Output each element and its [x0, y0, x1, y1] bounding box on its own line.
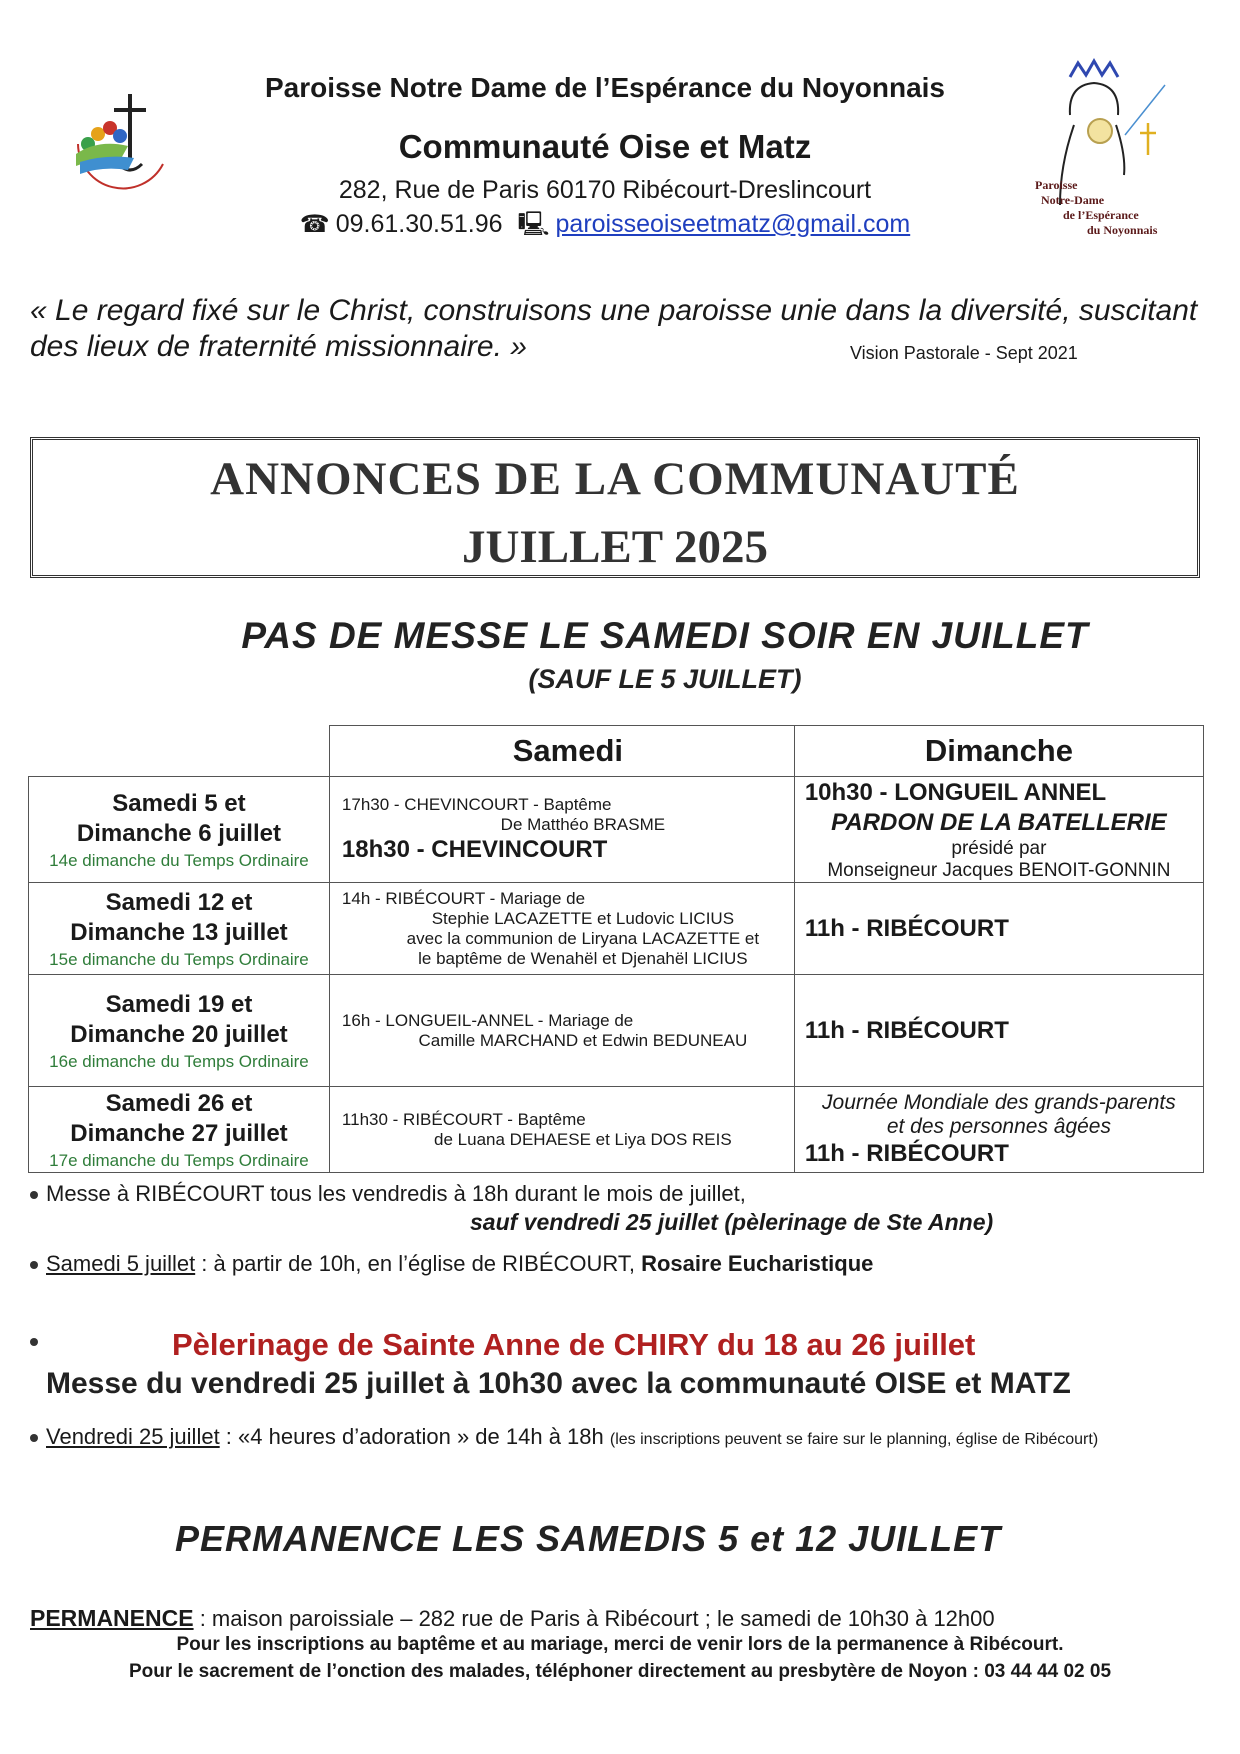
registration-note: Pour les inscriptions au baptême et au mariage, merci de venir lors de la permanence à Ribécourt. [176, 1634, 1064, 1655]
permanence-title: PERMANENCE LES SAMEDIS 5 et 12 JUILLET [175, 1518, 1002, 1559]
table-row [29, 883, 1204, 975]
sunday-mass: 11h - RIBÉCOURT [804, 914, 1009, 942]
rosary-title: Rosaire Eucharistique [641, 1251, 874, 1276]
adoration-text: : «4 heures d’adoration » de 14h à 18h [219, 1424, 610, 1449]
date-line: Dimanche 27 juillet [70, 1119, 288, 1147]
date-line: Samedi 5 et [112, 789, 246, 817]
list-item [30, 1180, 1210, 1208]
ordinary-time: 16e dimanche du Temps Ordinaire [49, 1051, 309, 1071]
bullet-icon [30, 1338, 38, 1346]
parish-logo-text [1035, 178, 1175, 238]
friday-mass-text: Messe à RIBÉCOURT tous les vendredis à 18h durant le mois de juillet, [46, 1181, 746, 1206]
permanence-text: : maison paroissiale – 282 rue de Paris à Ribécourt ; le samedi de 10h30 à 12h00 [193, 1606, 995, 1631]
saturday-event: 11h30 - RIBÉCOURT - Baptême [341, 1109, 586, 1129]
contact-line [160, 207, 1050, 248]
computer-icon: 🖳 [517, 211, 550, 238]
schedule-table [28, 725, 1204, 1173]
anointing-note: Pour le sacrement de l’onction des malades, téléphoner directement au presbytère de Noyon : 03 44 44 02 05 [128, 1661, 1112, 1682]
pastoral-quote: « Le regard fixé sur le Christ, construisons une paroisse unie dans la diversité, suscitant des lieux de fraternité missionnaire. » [30, 294, 1198, 363]
saturday-event: 14h - RIBÉCOURT - Mariage de [341, 888, 586, 908]
sunday-mass: 11h - RIBÉCOURT [804, 1016, 1009, 1044]
date-line: Samedi 26 et [105, 1089, 253, 1117]
ordinary-time: 14e dimanche du Temps Ordinaire [49, 850, 309, 870]
sunday-mass: 10h30 - LONGUEIL ANNEL [804, 778, 1107, 806]
rosary-date: Samedi 5 juillet [46, 1251, 196, 1276]
ordinary-time: 15e dimanche du Temps Ordinaire [49, 949, 309, 969]
list-item [30, 1425, 1200, 1452]
saturday-event: Stephie LACAZETTE et Ludovic LICIUS [431, 908, 735, 928]
table-row [29, 975, 1204, 1087]
rosary-text: : à partir de 10h, en l’église de RIBÉCOURT, [195, 1251, 642, 1276]
adoration-date: Vendredi 25 juillet [46, 1424, 220, 1449]
col-header-saturday: Samedi [329, 726, 794, 777]
date-line: Samedi 19 et [105, 990, 253, 1018]
date-line: Samedi 12 et [105, 888, 253, 916]
table-row [29, 777, 1204, 883]
permanence-label: PERMANENCE [30, 1605, 194, 1631]
sunday-event: PARDON DE LA BATELLERIE [831, 808, 1167, 836]
logo-line: du Noyonnais [1087, 223, 1158, 237]
pilgrimage-mass: Messe du vendredi 25 juillet à 10h30 avec la communauté OISE et MATZ [46, 1367, 1071, 1400]
bullet-icon [30, 1191, 38, 1199]
sunday-event: Journée Mondiale des grands-parents [822, 1090, 1176, 1114]
saturday-event: 17h30 - CHEVINCOURT - Baptême [341, 794, 612, 814]
no-mass-notice: PAS DE MESSE LE SAMEDI SOIR EN JUILLET [241, 615, 1089, 656]
phone-number: 09.61.30.51.96 [335, 210, 503, 238]
date-line: Dimanche 6 juillet [76, 819, 281, 847]
sunday-event: et des personnes âgées [886, 1114, 1111, 1138]
phone-icon: ☎ [299, 211, 330, 238]
list-item [30, 1250, 1210, 1278]
logo-line: Paroisse [1035, 178, 1078, 192]
sunday-event: présidé par [951, 837, 1047, 859]
no-mass-exception: (SAUF LE 5 JUILLET) [528, 664, 802, 694]
parish-name: Paroisse Notre Dame de l’Espérance du Noyonnais [264, 72, 945, 103]
permanence-details [30, 1605, 1210, 1632]
sunday-event: Monseigneur Jacques BENOIT-GONNIN [827, 859, 1171, 881]
date-line: Dimanche 13 juillet [70, 918, 288, 946]
col-header-sunday: Dimanche [794, 726, 1203, 777]
logo-line: Notre-Dame [1041, 193, 1105, 207]
logo-line: de l’Espérance [1063, 208, 1139, 222]
page-subtitle: JUILLET 2025 [461, 521, 769, 573]
ordinary-time: 17e dimanche du Temps Ordinaire [49, 1150, 309, 1170]
saturday-event: de Luana DEHAESE et Liya DOS REIS [434, 1129, 732, 1149]
saturday-event: avec la communion de Liryana LACAZETTE et [406, 928, 760, 948]
page-title: ANNONCES DE LA COMMUNAUTÉ [210, 453, 1020, 505]
friday-exception: sauf vendredi 25 juillet (pèlerinage de Ste Anne) [470, 1209, 994, 1235]
date-line: Dimanche 20 juillet [70, 1020, 288, 1048]
saturday-event: le baptême de Wenahël et Djenahël LICIUS [418, 948, 748, 968]
community-name: Communauté Oise et Matz [398, 128, 812, 165]
bullet-icon [30, 1261, 38, 1269]
pilgrimage-title: Pèlerinage de Sainte Anne de CHIRY du 18 au 26 juillet [172, 1327, 976, 1362]
bullet-icon [30, 1434, 38, 1442]
table-row [29, 1087, 1204, 1173]
email-link[interactable]: paroisseoiseetmatz@gmail.com [555, 210, 911, 238]
saturday-event: De Matthéo BRASME [500, 814, 666, 834]
quote-source: Vision Pastorale - Sept 2021 [850, 343, 1078, 363]
adoration-note: (les inscriptions peuvent se faire sur le planning, église de Ribécourt) [609, 1431, 1099, 1448]
saturday-mass: 18h30 - CHEVINCOURT [341, 835, 608, 863]
saturday-event: 16h - LONGUEIL-ANNEL - Mariage de [341, 1010, 634, 1030]
sunday-mass: 11h - RIBÉCOURT [804, 1139, 1009, 1167]
saturday-event: Camille MARCHAND et Edwin BEDUNEAU [418, 1030, 748, 1050]
parish-address: 282, Rue de Paris 60170 Ribécourt-Dreslincourt [338, 176, 872, 204]
table-header-row [29, 726, 1204, 777]
